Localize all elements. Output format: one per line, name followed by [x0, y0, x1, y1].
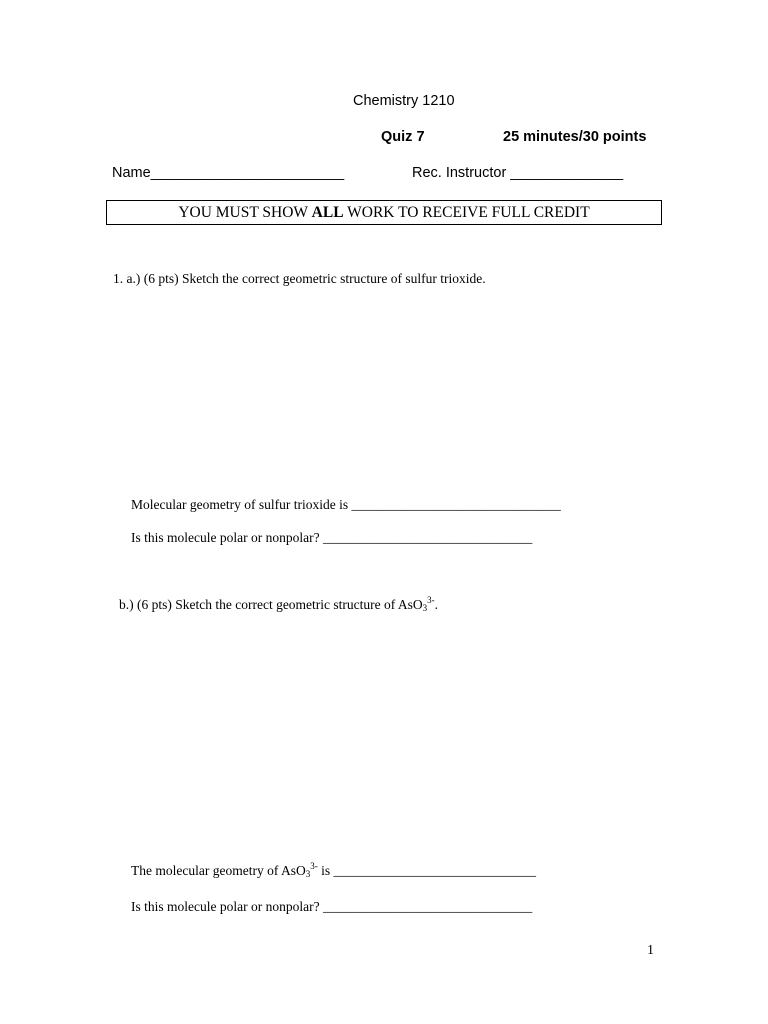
question-1b-prompt-end: . — [434, 597, 439, 612]
question-1a-prompt: 1. a.) (6 pts) Sketch the correct geometric structure of sulfur trioxide. — [113, 271, 486, 286]
question-1b-geometry-text: The molecular geometry of AsO — [131, 863, 306, 878]
notice-emphasis: ALL — [311, 204, 344, 221]
notice-box — [106, 200, 662, 225]
question-1b-polarity-line: Is this molecule polar or nonpolar? _______________________________ — [131, 899, 533, 914]
question-1b-geometry-blank: is ______________________________ — [317, 863, 536, 878]
formula-subscript: 3 — [305, 869, 311, 879]
page-number: 1 — [647, 943, 654, 958]
instructor-field: Rec. Instructor ______________ — [412, 165, 624, 181]
quiz-label: Quiz 7 — [381, 129, 425, 145]
question-1b-geometry-line — [131, 863, 536, 879]
notice-suffix: WORK TO RECEIVE FULL CREDIT — [343, 204, 590, 221]
question-1a-geometry-line: Molecular geometry of sulfur trioxide is _______________________________ — [131, 497, 561, 512]
course-title: Chemistry 1210 — [353, 93, 455, 109]
formula-charge: 3- — [310, 861, 318, 871]
formula-charge: 3- — [427, 595, 435, 605]
question-1a-polarity-line: Is this molecule polar or nonpolar? _______________________________ — [131, 530, 533, 545]
formula-subscript: 3 — [422, 603, 428, 613]
time-points-label: 25 minutes/30 points — [503, 129, 647, 145]
name-field: Name________________________ — [112, 165, 345, 181]
question-1b-prompt-text: b.) (6 pts) Sketch the correct geometric structure of AsO — [119, 597, 423, 612]
question-1b-prompt — [119, 597, 438, 613]
notice-prefix: YOU MUST SHOW — [178, 204, 312, 221]
